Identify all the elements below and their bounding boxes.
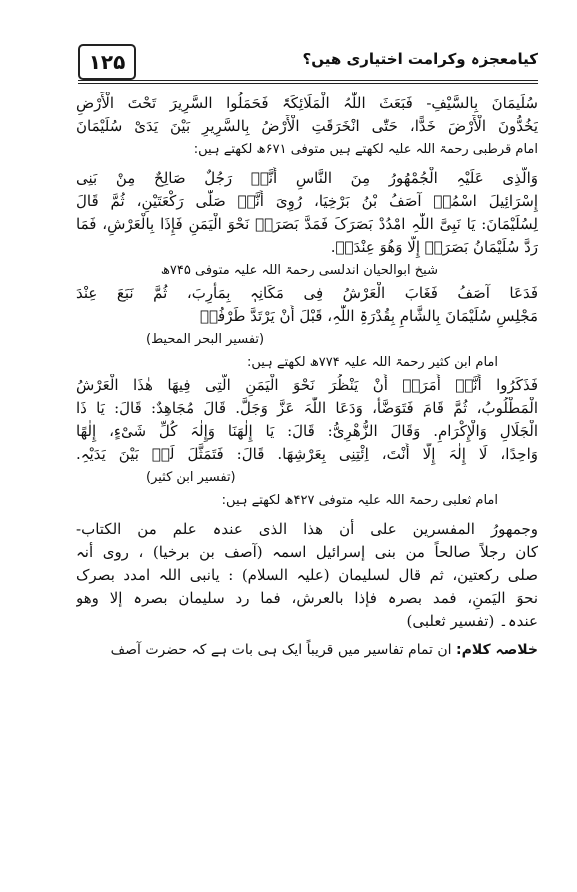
- text-line: نحوَ الیَمنِ، فمد بصرہ فإذا بالعرش، فما رد سلیمان بصرہ إلا وھو: [76, 589, 538, 607]
- reference-label: (تفسیر البحر المحیط): [146, 332, 265, 347]
- summary-label: خلاصہ کلام:: [456, 642, 538, 658]
- text-line: لِسُلَیْمَانَ: یَا نَبِیَّ اللّٰہِ امْدُدْ بَصَرَکَ فَمَدَّ بَصَرَہٗ نَحْوَ الْیَمَنِ فَإِذَا بِالْعَرْشِ، فَمَا: [76, 215, 538, 233]
- citation-heading: امام ثعلبی رحمۃ اللہ علیہ متوفی ۴۲۷ھ لکھتے ہیں:: [221, 493, 498, 508]
- page-number: ۱۲۵: [78, 44, 136, 80]
- citation-heading: امام ابن کثیر رحمۃ اللہ علیہ ۷۷۴ھ لکھتے ہیں:: [246, 355, 498, 370]
- text-line: رَدَّ سُلَیْمَانُ بَصَرَہٗ إِلَّا وَھُوَ عِنْدَہٗ.: [330, 238, 538, 256]
- summary-text: ان تمام تفاسیر میں قریباً ایک ہی بات ہے کہ حضرت آصف: [110, 642, 452, 658]
- text-line: فَدَعَا آصَفُ فَغَابَ الْعَرْشُ فِی مَکَانِہٖ بِمَأْرِبَ، ثُمَّ نَبَعَ عِنْدَ: [76, 284, 538, 302]
- header-rule: [78, 80, 538, 81]
- text-line: مَجْلِسِ سُلَیْمَانَ بِالشَّامِ بِقُدْرَۃِ اللّٰہِ، قَبْلَ أَنْ یَرْتَدَّ طَرْفُہٗ: [200, 307, 538, 325]
- text-line: وجمھورُ المفسرین علی أن ھذا الذی عندہ علم من الکتاب-: [76, 520, 538, 538]
- text-line: صلی رکعتین، ثم قال لسلیمان (علیہ السلام) : یانبی اللہ امدد بصرک: [76, 566, 538, 584]
- text-line: فَذَکَرُوا أَنَّہٗ أَمَرَہٗ أَنْ یَنْظُرَ نَحْوَ الْیَمَنِ الَّتِی فِیھَا ھٰذَا الْعَرْشُ: [76, 376, 538, 394]
- text-line: عندہ۔ (تفسیر ثعلبی): [406, 612, 538, 630]
- header-rule-thin: [78, 83, 538, 84]
- page-body: [76, 92, 538, 662]
- text-line: وَالَّذِی عَلَیْہِ الْجُمْھُورُ مِنَ النَّاسِ أَنَّہٗ رَجُلٌ صَالِحٌ مِنْ بَنِی: [76, 169, 538, 187]
- text-line: کان رجلاً صالحاً من بنی إسرائیل اسمہ (آصف بن برخیا) ، روی أنہ: [76, 543, 538, 561]
- text-line: الْجَلَالِ وَالْإِکْرَامِ. وَقَالَ الزُّھْرِیُّ: قَالَ: یَا إِلٰھَنَا وَإِلٰہَ کُلِّ شَیْءٍ، إِلٰھًا: [76, 422, 538, 440]
- text-line: إِسْرَائِیلَ اسْمُہٗ آصَفُ بْنُ بَرْخِیَا، رُوِیَ أَنَّہٗ صَلّٰی رَکْعَتَیْنِ، ثُمَّ قَالَ: [76, 192, 538, 210]
- citation-heading: شیخ ابوالحیان اندلسی رحمۃ اللہ علیہ متوفی ۷۴۵ھ: [160, 263, 438, 278]
- citation-heading: امام قرطبی رحمۃ اللہ علیہ لکھتے ہیں متوفی ۶۷۱ھ لکھتے ہیں:: [193, 142, 538, 157]
- reference-label: (تفسیر ابن کثیر): [146, 470, 236, 485]
- page-header: [78, 40, 538, 84]
- text-line: یَخُدُّونَ الْأَرْضَ خَدًّا، حَتّٰی انْخَرَقَتِ الْأَرْضُ بِالسَّرِیرِ بَیْنَ یَدَیْ سُلَیْمَانَ: [76, 117, 538, 135]
- running-title: کیامعجزہ وکرامت اختیاری ھیں؟: [302, 50, 538, 68]
- summary-line: [76, 639, 538, 662]
- text-line: سُلَیمَانَ بِالسَّیْفِ- فَبَعَثَ اللّٰہُ الْمَلَائِکَۃَ فَحَمَلُوا السَّرِیرَ تَحْتَ الْأَرْضِ: [76, 94, 538, 112]
- text-line: وَاحِدًا، لَا إِلٰہَ إِلَّا أَنْتَ، اِئْتِنِی بِعَرْشِھَا. قَالَ: فَتَمَثَّلَ لَہٗ بَیْنَ یَدَیْہِ.: [76, 445, 538, 463]
- text-line: الْمَطْلُوبُ، ثُمَّ قَامَ فَتَوَضَّأَ، وَدَعَا اللّٰہَ عَزَّ وَجَلَّ. قَالَ مُجَاھِدٌ: قَالَ: یَا ذَا: [76, 399, 538, 417]
